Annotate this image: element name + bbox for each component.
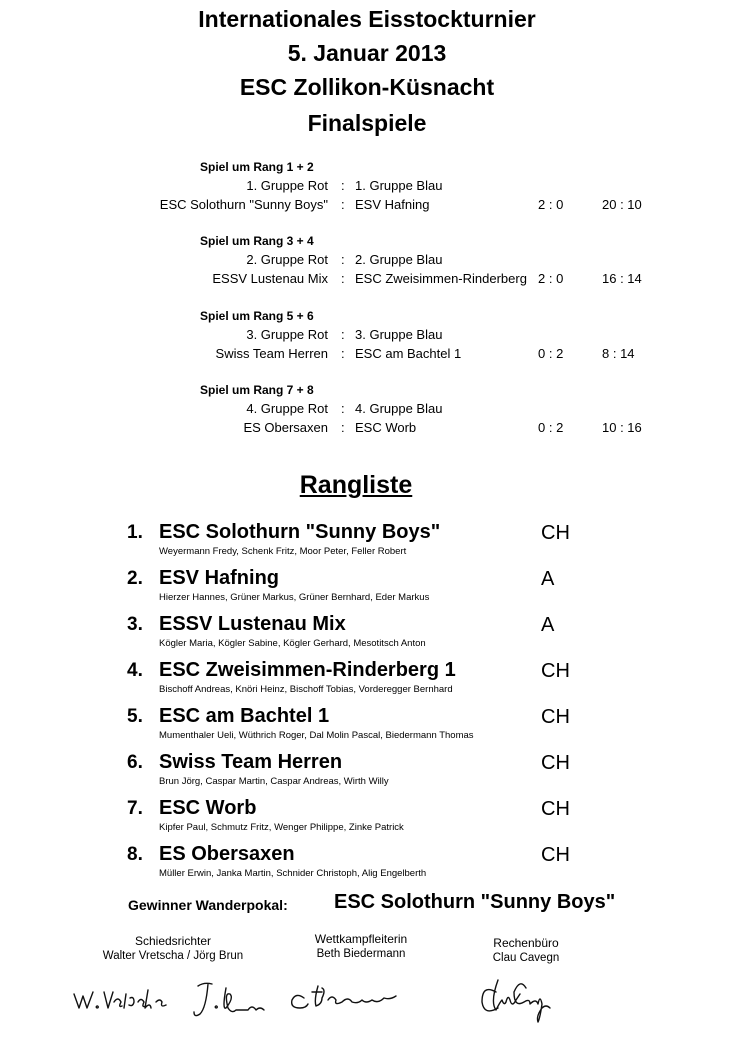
slot-right: 1. Gruppe Blau <box>355 178 443 193</box>
official-name: Clau Cavegn <box>492 952 560 964</box>
game-score: 20 : 10 <box>602 197 642 212</box>
rank-number: 2. <box>127 568 143 589</box>
signature-biedermann <box>292 986 396 1008</box>
title-line-1: Internationales Eisstockturnier <box>198 6 536 32</box>
country-code: CH <box>541 844 570 866</box>
team-left: ESC Solothurn "Sunny Boys" <box>159 197 328 212</box>
team-name: ESC Solothurn "Sunny Boys" <box>159 521 441 543</box>
country-code: A <box>541 568 555 590</box>
team-name: ESC am Bachtel 1 <box>159 705 330 727</box>
signature-brun <box>194 983 264 1015</box>
team-name: ESSV Lustenau Mix <box>159 613 346 635</box>
colon: : <box>341 401 345 416</box>
slot-left: 4. Gruppe Rot <box>246 401 328 416</box>
official-name: Beth Biedermann <box>316 948 406 960</box>
team-left: ES Obersaxen <box>243 420 328 435</box>
ranking-entry <box>0 752 750 798</box>
ranking-entry <box>0 844 750 890</box>
colon: : <box>341 327 345 342</box>
player-names: Mumenthaler Ueli, Wüthrich Roger, Dal Molin Pascal, Biedermann Thomas <box>159 730 474 741</box>
official-name: Walter Vretscha / Jörg Brun <box>102 950 244 962</box>
team-right: ESC Worb <box>355 420 417 435</box>
rank-number: 5. <box>127 706 143 727</box>
ranking-entry <box>0 522 750 568</box>
game-points: 2 : 0 <box>538 271 564 286</box>
team-right: ESC am Bachtel 1 <box>355 346 462 361</box>
ranking-entry <box>0 614 750 660</box>
slot-right: 3. Gruppe Blau <box>355 327 443 342</box>
slot-left: 1. Gruppe Rot <box>246 178 328 193</box>
colon: : <box>341 178 345 193</box>
official-competition-manager <box>288 932 434 962</box>
team-name: ESV Hafning <box>159 567 280 589</box>
team-name: ESC Worb <box>159 797 257 819</box>
rank-number: 8. <box>127 844 143 865</box>
country-code: CH <box>541 522 570 544</box>
slot-right: 2. Gruppe Blau <box>355 252 443 267</box>
country-code: CH <box>541 660 570 682</box>
signatures <box>70 968 610 1033</box>
rank-number: 3. <box>127 614 143 635</box>
winner-label: Gewinner Wanderpokal: <box>128 897 288 913</box>
title-line-2: 5. Januar 2013 <box>287 40 447 66</box>
game-points: 0 : 2 <box>538 420 564 435</box>
rank-number: 1. <box>127 522 143 543</box>
game-heading: Spiel um Rang 7 + 8 <box>200 383 314 397</box>
ranking-title: Rangliste <box>299 471 413 499</box>
team-name: ESC Zweisimmen-Rinderberg 1 <box>159 659 456 681</box>
team-left: Swiss Team Herren <box>215 346 328 361</box>
colon: : <box>341 420 345 435</box>
signature-cavegn <box>482 980 550 1022</box>
country-code: CH <box>541 706 570 728</box>
player-names: Kögler Maria, Kögler Sabine, Kögler Gerhard, Mesotitsch Anton <box>159 638 426 649</box>
ranking-entry <box>0 568 750 614</box>
colon: : <box>341 252 345 267</box>
country-code: CH <box>541 752 570 774</box>
game-heading: Spiel um Rang 1 + 2 <box>200 160 314 174</box>
player-names: Bischoff Andreas, Knöri Heinz, Bischoff Tobias, Vorderegger Bernhard <box>159 684 453 695</box>
colon: : <box>341 197 345 212</box>
official-referee <box>80 934 266 964</box>
title-line-3: ESC Zollikon-Küsnacht <box>239 74 495 100</box>
slot-left: 3. Gruppe Rot <box>246 327 328 342</box>
rank-number: 6. <box>127 752 143 773</box>
official-role: Wettkampfleiterin <box>314 932 408 946</box>
colon: : <box>341 271 345 286</box>
game-points: 0 : 2 <box>538 346 564 361</box>
rank-number: 7. <box>127 798 143 819</box>
official-scoring-office <box>470 936 582 966</box>
rank-number: 4. <box>127 660 143 681</box>
official-role: Rechenbüro <box>493 936 559 950</box>
game-heading: Spiel um Rang 3 + 4 <box>200 234 314 248</box>
game-points: 2 : 0 <box>538 197 564 212</box>
player-names: Hierzer Hannes, Grüner Markus, Grüner Bernhard, Eder Markus <box>159 592 430 603</box>
country-code: A <box>541 614 555 636</box>
official-role: Schiedsrichter <box>134 934 212 948</box>
ranking-entry <box>0 660 750 706</box>
team-right: ESC Zweisimmen-Rinderberg <box>355 271 527 286</box>
player-names: Kipfer Paul, Schmutz Fritz, Wenger Philippe, Zinke Patrick <box>159 822 404 833</box>
winner-team: ESC Solothurn "Sunny Boys" <box>334 891 616 913</box>
title-line-4: Finalspiele <box>307 110 427 136</box>
team-left: ESSV Lustenau Mix <box>212 271 328 286</box>
game-score: 8 : 14 <box>602 346 635 361</box>
team-name: Swiss Team Herren <box>159 751 343 773</box>
ranking-entry <box>0 798 750 844</box>
player-names: Weyermann Fredy, Schenk Fritz, Moor Peter, Feller Robert <box>159 546 407 557</box>
country-code: CH <box>541 798 570 820</box>
colon: : <box>341 346 345 361</box>
player-names: Brun Jörg, Caspar Martin, Caspar Andreas, Wirth Willy <box>159 776 389 787</box>
team-name: ES Obersaxen <box>159 843 295 865</box>
game-score: 10 : 16 <box>602 420 642 435</box>
signature-vretscha <box>74 990 166 1008</box>
player-names: Müller Erwin, Janka Martin, Schnider Christoph, Alig Engelberth <box>159 868 427 879</box>
ranking-entry <box>0 706 750 752</box>
game-heading: Spiel um Rang 5 + 6 <box>200 309 314 323</box>
slot-right: 4. Gruppe Blau <box>355 401 443 416</box>
team-right: ESV Hafning <box>355 197 430 212</box>
slot-left: 2. Gruppe Rot <box>246 252 328 267</box>
game-score: 16 : 14 <box>602 271 642 286</box>
